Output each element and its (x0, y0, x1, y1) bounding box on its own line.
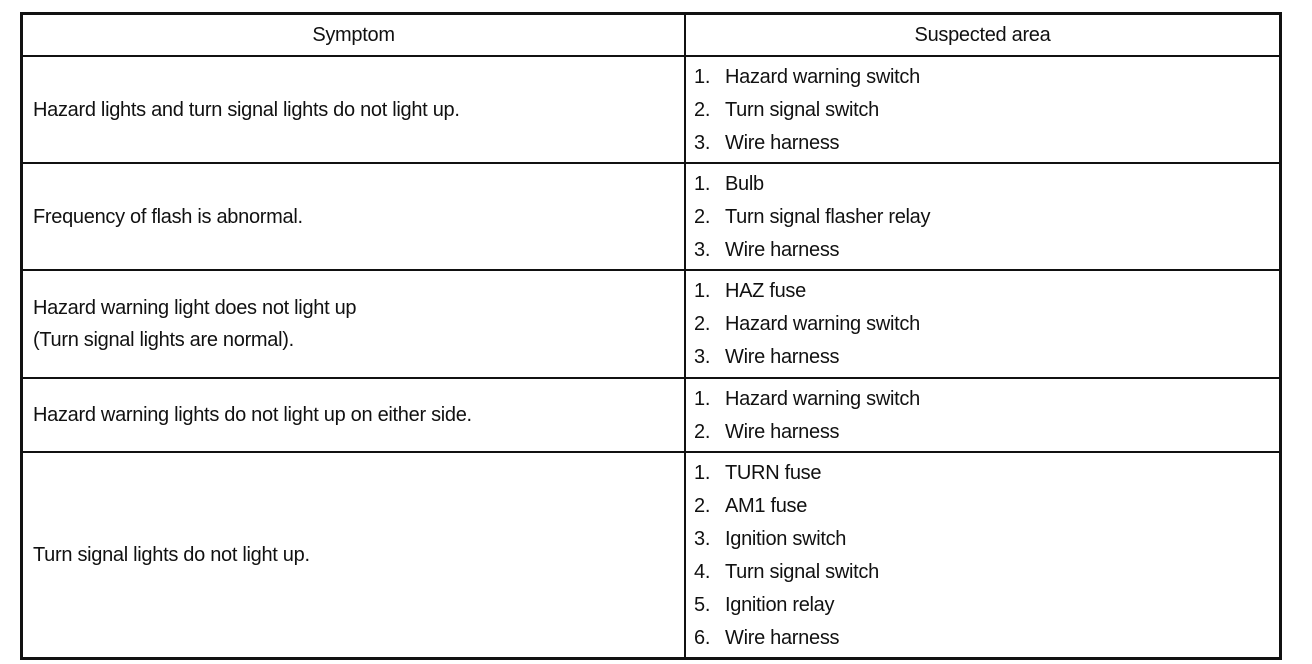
suspected-area-list (694, 275, 1279, 374)
symptom-text: Turn signal lights do not light up. (33, 543, 310, 566)
table-row (23, 378, 1279, 452)
suspected-area-cell (685, 378, 1279, 452)
item-number: 3. (694, 239, 711, 262)
item-number: 6. (694, 626, 711, 649)
symptom-cell (23, 56, 685, 163)
item-number: 2. (694, 206, 711, 229)
item-text: Wire harness (725, 132, 840, 155)
list-item (694, 341, 1279, 374)
item-text: AM1 fuse (725, 494, 808, 517)
table-row (23, 163, 1279, 270)
suspected-area-column-header: Suspected area (685, 15, 1279, 56)
item-text: Wire harness (725, 420, 840, 443)
troubleshooting-table (23, 15, 1279, 657)
list-item (694, 589, 1279, 622)
item-number: 1. (694, 173, 711, 196)
symptom-column-header: Symptom (23, 15, 685, 56)
item-number: 5. (694, 593, 711, 616)
item-text: Bulb (725, 173, 764, 196)
symptom-text-note: (Turn signal lights are normal). (33, 328, 294, 351)
item-number: 3. (694, 527, 711, 550)
symptom-cell (23, 452, 685, 657)
item-text: Hazard warning switch (725, 313, 920, 336)
list-item (694, 234, 1279, 267)
item-text: Ignition switch (725, 527, 847, 550)
table-row (23, 452, 1279, 657)
item-text: Wire harness (725, 346, 840, 369)
item-text: Turn signal switch (725, 99, 879, 122)
list-item (694, 556, 1279, 589)
table-header-row (23, 15, 1279, 56)
item-number: 1. (694, 461, 711, 484)
symptom-cell (23, 378, 685, 452)
suspected-area-list (694, 61, 1279, 160)
list-item (694, 127, 1279, 160)
suspected-area-list (694, 457, 1279, 655)
item-text: Ignition relay (725, 593, 835, 616)
item-number: 2. (694, 99, 711, 122)
symptom-cell (23, 270, 685, 377)
suspected-area-list (694, 168, 1279, 267)
list-item (694, 416, 1279, 449)
symptom-cell (23, 163, 685, 270)
item-text: Hazard warning switch (725, 66, 920, 89)
symptom-text: Hazard warning light does not light up (33, 296, 357, 319)
symptom-text: Hazard warning lights do not light up on either side. (33, 403, 472, 426)
list-item (694, 94, 1279, 127)
troubleshooting-table-frame (20, 12, 1282, 660)
item-text: Turn signal flasher relay (725, 206, 931, 229)
item-number: 4. (694, 560, 711, 583)
list-item (694, 457, 1279, 490)
suspected-area-cell (685, 163, 1279, 270)
list-item (694, 168, 1279, 201)
table-row (23, 56, 1279, 163)
item-number: 2. (694, 420, 711, 443)
suspected-area-cell (685, 56, 1279, 163)
item-number: 2. (694, 494, 711, 517)
symptom-text: Hazard lights and turn signal lights do not light up. (33, 98, 460, 121)
list-item (694, 61, 1279, 94)
table-row (23, 270, 1279, 377)
list-item (694, 490, 1279, 523)
item-number: 1. (694, 387, 711, 410)
table-body (23, 56, 1279, 657)
item-text: HAZ fuse (725, 280, 806, 303)
item-text: Wire harness (725, 626, 840, 649)
list-item (694, 201, 1279, 234)
list-item (694, 523, 1279, 556)
item-number: 1. (694, 66, 711, 89)
item-number: 3. (694, 346, 711, 369)
list-item (694, 622, 1279, 655)
list-item (694, 308, 1279, 341)
item-text: TURN fuse (725, 461, 822, 484)
item-text: Wire harness (725, 239, 840, 262)
item-text: Turn signal switch (725, 560, 879, 583)
suspected-area-cell (685, 452, 1279, 657)
list-item (694, 275, 1279, 308)
item-number: 2. (694, 313, 711, 336)
list-item (694, 383, 1279, 416)
item-number: 1. (694, 280, 711, 303)
item-number: 3. (694, 132, 711, 155)
suspected-area-list (694, 383, 1279, 449)
symptom-text: Frequency of flash is abnormal. (33, 205, 303, 228)
item-text: Hazard warning switch (725, 387, 920, 410)
suspected-area-cell (685, 270, 1279, 377)
